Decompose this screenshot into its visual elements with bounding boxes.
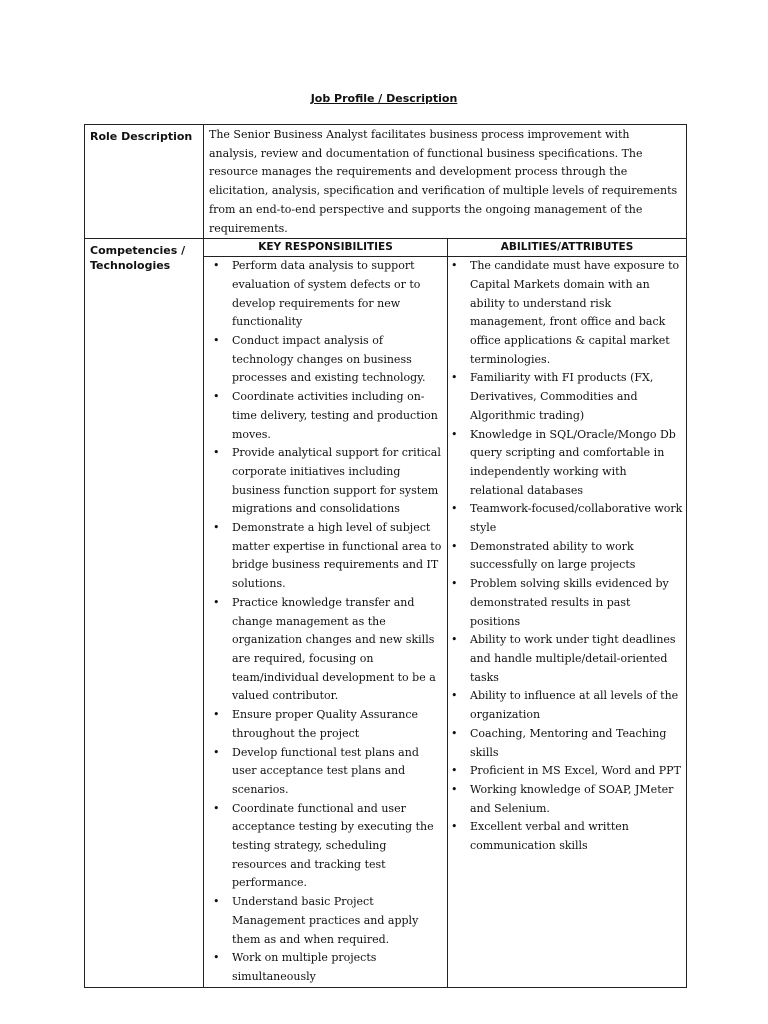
list-item: • Coordinate functional and user acceptance testing by executing the testing strategy, scheduling resources and tracking test performance. bbox=[204, 800, 447, 894]
list-item: • Ensure proper Quality Assurance throughout the project bbox=[204, 706, 447, 743]
list-item: • Knowledge in SQL/Oracle/Mongo Db query scripting and comfortable in independently working with relational databases bbox=[448, 426, 686, 501]
list-item: • Teamwork-focused/collaborative work style bbox=[448, 500, 686, 537]
list-item: • Familiarity with FI products (FX, Derivatives, Commodities and Algorithmic trading) bbox=[448, 369, 686, 425]
role-row bbox=[85, 125, 687, 239]
responsibilities-list bbox=[204, 257, 447, 986]
job-profile-table bbox=[84, 124, 687, 988]
list-item: • Demonstrated ability to work successfully on large projects bbox=[448, 538, 686, 575]
abilities-cell bbox=[448, 257, 687, 987]
list-item: • Understand basic Project Management practices and apply them as and when required. bbox=[204, 893, 447, 949]
competencies-header-row bbox=[85, 239, 687, 257]
role-description: The Senior Business Analyst facilitates business process improvement with analysis, review and documentation of functional business specifications. The resource manages the requirements and development process through the elicitation, analysis, specification and verification of multiple levels of requirements from an end-to-end perspective and supports the ongoing management of the requirements. bbox=[204, 125, 687, 239]
list-item: • Ability to work under tight deadlines and handle multiple/detail-oriented tasks bbox=[448, 631, 686, 687]
list-item: • Demonstrate a high level of subject matter expertise in functional area to bridge business requirements and IT solutions. bbox=[204, 519, 447, 594]
list-item: • Proficient in MS Excel, Word and PPT bbox=[448, 762, 686, 781]
competencies-label: Competencies / Technologies bbox=[85, 239, 204, 987]
list-item: • Coaching, Mentoring and Teaching skills bbox=[448, 725, 686, 762]
list-item: • Excellent verbal and written communication skills bbox=[448, 818, 686, 855]
page-title: Job Profile / Description bbox=[310, 92, 458, 105]
list-item: • Problem solving skills evidenced by demonstrated results in past positions bbox=[448, 575, 686, 631]
abilities-header: ABILITIES/ATTRIBUTES bbox=[448, 239, 687, 257]
list-item: • Ability to influence at all levels of the organization bbox=[448, 687, 686, 724]
role-label: Role Description bbox=[85, 125, 204, 239]
list-item: • Working knowledge of SOAP, JMeter and Selenium. bbox=[448, 781, 686, 818]
list-item: • Practice knowledge transfer and change management as the organization changes and new skills are required, focusing on team/individual development to be a valued contributor. bbox=[204, 594, 447, 706]
responsibilities-header: KEY RESPONSIBILITIES bbox=[204, 239, 448, 257]
abilities-list bbox=[448, 257, 686, 856]
list-item: • The candidate must have exposure to Capital Markets domain with an ability to understand risk management, front office and back office applications & capital market terminologies. bbox=[448, 257, 686, 369]
list-item: • Perform data analysis to support evaluation of system defects or to develop requirements for new functionality bbox=[204, 257, 447, 332]
list-item: • Provide analytical support for critical corporate initiatives including business function support for system migrations and consolidations bbox=[204, 444, 447, 519]
list-item: • Coordinate activities including on-time delivery, testing and production moves. bbox=[204, 388, 447, 444]
list-item: • Work on multiple projects simultaneously bbox=[204, 949, 447, 986]
list-item: • Conduct impact analysis of technology changes on business processes and existing technology. bbox=[204, 332, 447, 388]
responsibilities-cell bbox=[204, 257, 448, 987]
list-item: • Develop functional test plans and user acceptance test plans and scenarios. bbox=[204, 744, 447, 800]
